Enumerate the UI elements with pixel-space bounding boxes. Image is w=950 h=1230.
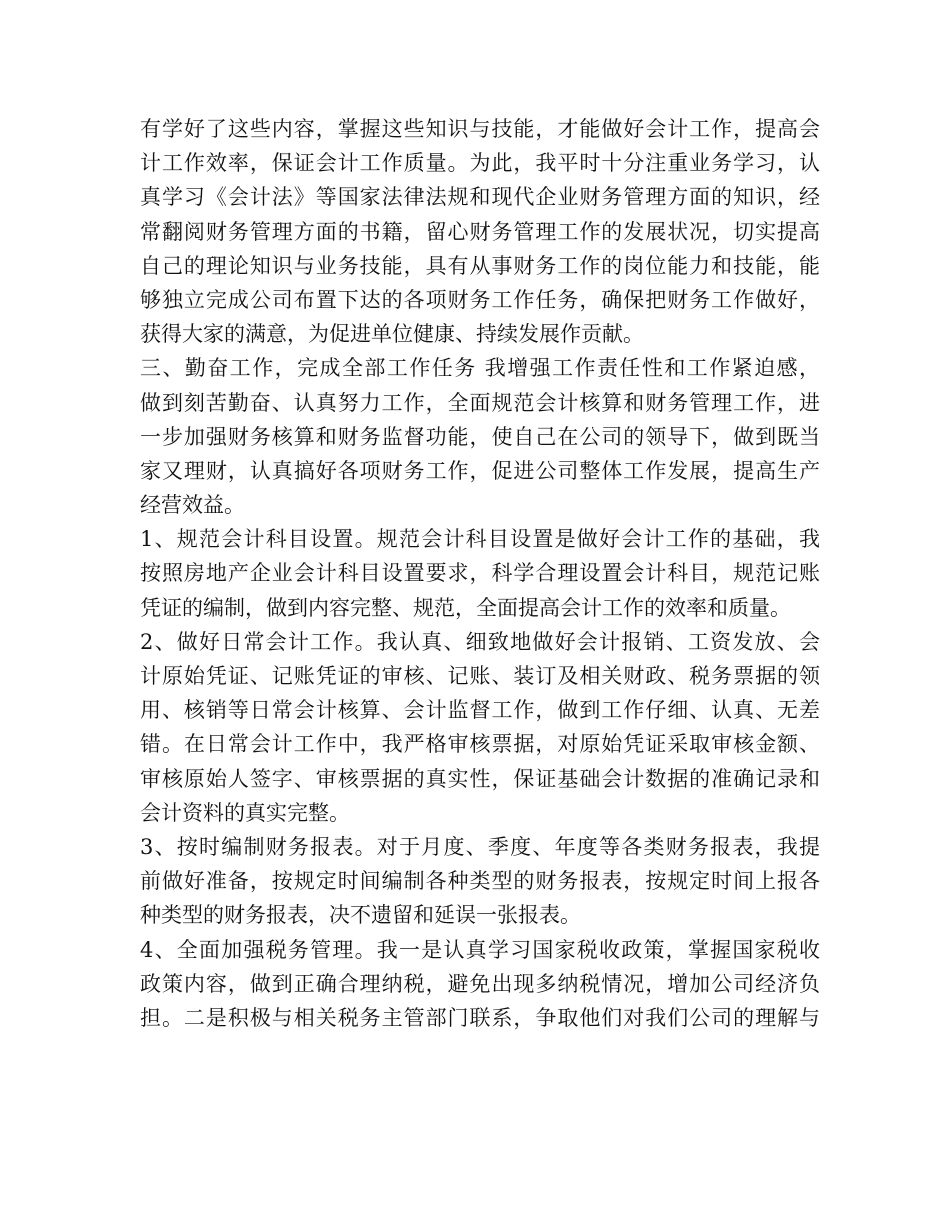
text-line: 政策内容，做到正确合理纳税，避免出现多纳税情况，增加公司经济负	[140, 971, 820, 996]
text-line: 自己的理论知识与业务技能，具有从事财务工作的岗位能力和技能，能	[140, 253, 820, 278]
text-line: 真学习《会计法》等国家法律法规和现代企业财务管理方面的知识，经	[140, 185, 820, 210]
text-line: 经营效益。	[140, 493, 245, 518]
text-line: 审核原始人签字、审核票据的真实性，保证基础会计数据的准确记录和	[140, 766, 820, 791]
text-line: 2、做好日常会计工作。我认真、细致地做好会计报销、工资发放、会	[140, 629, 820, 654]
text-line: 担。二是积极与相关税务主管部门联系，争取他们对我们公司的理解与	[140, 1005, 820, 1030]
text-line: 前做好准备，按规定时间编制各种类型的财务报表，按规定时间上报各	[140, 869, 820, 894]
text-line: 一步加强财务核算和财务监督功能，使自己在公司的领导下，做到既当	[140, 424, 820, 449]
text-line: 够独立完成公司布置下达的各项财务工作任务，确保把财务工作做好，	[140, 287, 820, 312]
text-line: 获得大家的满意，为促进单位健康、持续发展作贡献。	[140, 322, 644, 347]
text-line: 有学好了这些内容，掌握这些知识与技能，才能做好会计工作，提高会	[140, 117, 820, 141]
text-line: 家又理财，认真搞好各项财务工作，促进公司整体工作发展，提高生产	[140, 458, 820, 483]
text-line: 常翻阅财务管理方面的书籍，留心财务管理工作的发展状况，切实提高	[140, 219, 820, 244]
text-line: 3、按时编制财务报表。对于月度、季度、年度等各类财务报表，我提	[140, 834, 820, 859]
text-line: 按照房地产企业会计科目设置要求，科学合理设置会计科目，规范记账	[140, 561, 820, 586]
text-line: 凭证的编制，做到内容完整、规范，全面提高会计工作的效率和质量。	[140, 595, 791, 620]
text-line: 4、全面加强税务管理。我一是认真学习国家税收政策，掌握国家税收	[140, 937, 820, 962]
text-line: 错。在日常会计工作中，我严格审核票据，对原始凭证采取审核金额、	[140, 732, 820, 757]
text-line: 计原始凭证、记账凭证的审核、记账、装订及相关财政、税务票据的领	[140, 664, 820, 688]
text-line: 用、核销等日常会计核算、会计监督工作，做到工作仔细、认真、无差	[140, 698, 820, 723]
text-line: 1、规范会计科目设置。规范会计科目设置是做好会计工作的基础，我	[140, 527, 820, 552]
text-line: 会计资料的真实完整。	[140, 800, 350, 825]
text-line: 三、勤奋工作，完成全部工作任务 我增强工作责任性和工作紧迫感，	[140, 356, 820, 381]
body-text	[140, 112, 820, 1035]
text-line: 做到刻苦勤奋、认真努力工作，全面规范会计核算和财务管理工作，进	[140, 390, 820, 415]
text-line: 种类型的财务报表，决不遗留和延误一张报表。	[140, 903, 581, 928]
text-line: 计工作效率，保证会计工作质量。为此，我平时十分注重业务学习，认	[140, 151, 820, 176]
